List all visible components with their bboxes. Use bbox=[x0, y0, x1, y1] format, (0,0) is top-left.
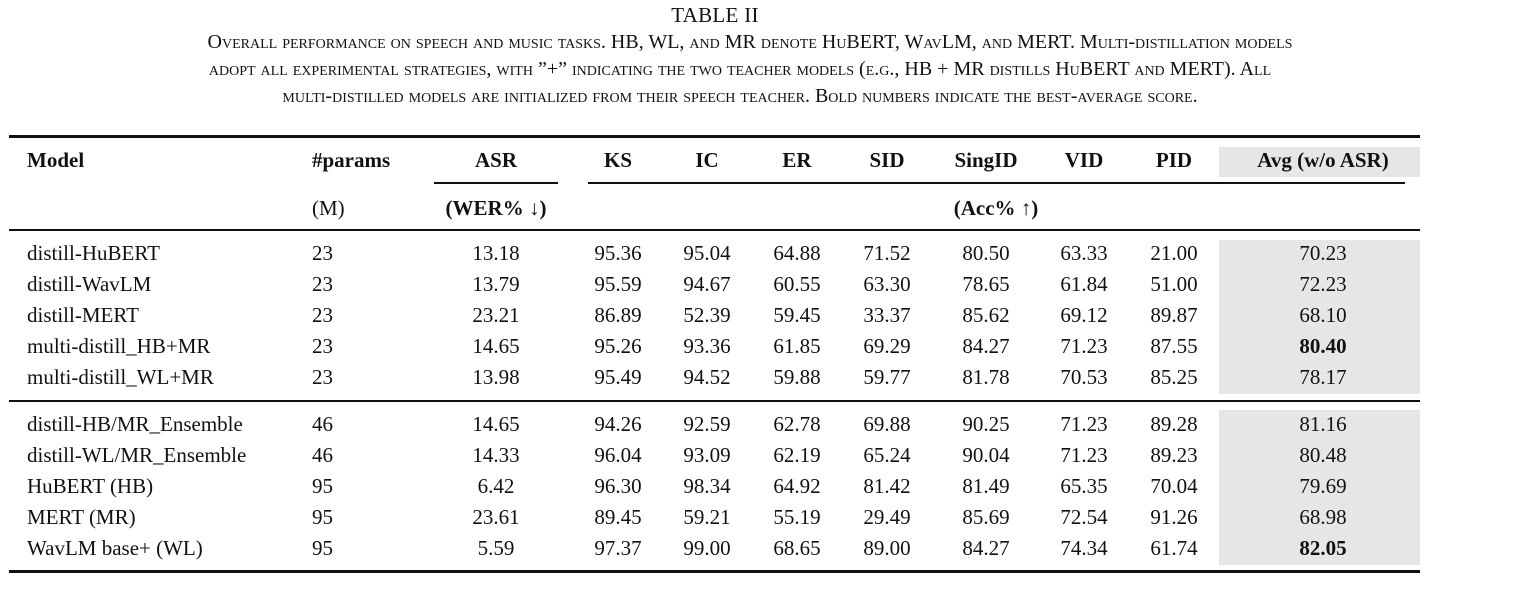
group-rule bbox=[9, 400, 1420, 402]
cell-sid: 89.00 bbox=[863, 536, 911, 560]
cell-vid: 63.33 bbox=[1060, 241, 1108, 265]
asr-subrule bbox=[434, 182, 558, 184]
cell-vid: 74.34 bbox=[1060, 536, 1108, 560]
cell-pid: 61.74 bbox=[1150, 536, 1198, 560]
cell-asr: 14.65 bbox=[472, 334, 520, 358]
cell-avg: 81.16 bbox=[1299, 412, 1347, 436]
cell-er: 64.92 bbox=[773, 474, 821, 498]
cell-pid: 89.28 bbox=[1150, 412, 1198, 436]
cell-ks: 96.30 bbox=[594, 474, 642, 498]
cell-vid: 69.12 bbox=[1060, 303, 1108, 327]
cell-sid: 71.52 bbox=[863, 241, 911, 265]
cell-avg: 68.98 bbox=[1299, 505, 1347, 529]
header-model: Model bbox=[27, 148, 85, 172]
cell-avg: 80.40 bbox=[1299, 334, 1347, 358]
cell-singid: 85.69 bbox=[962, 505, 1010, 529]
cell-params: 95 bbox=[312, 505, 333, 529]
cell-ic: 92.59 bbox=[683, 412, 731, 436]
cell-model: MERT (MR) bbox=[27, 505, 136, 529]
cell-vid: 71.23 bbox=[1060, 334, 1108, 358]
header-ic: IC bbox=[695, 148, 719, 172]
header-rule bbox=[9, 229, 1420, 231]
cell-er: 59.88 bbox=[773, 365, 821, 389]
cell-pid: 21.00 bbox=[1150, 241, 1198, 265]
cell-asr: 13.79 bbox=[472, 272, 520, 296]
cell-er: 64.88 bbox=[773, 241, 821, 265]
cell-er: 62.19 bbox=[773, 443, 821, 467]
header-params: #params bbox=[312, 148, 391, 172]
cell-ic: 94.52 bbox=[683, 365, 731, 389]
cell-ks: 97.37 bbox=[594, 536, 642, 560]
caption-line-3: multi-distilled models are initialized from their speech teacher. Bold numbers indicate the best-average score. bbox=[282, 85, 1198, 107]
cell-sid: 69.88 bbox=[863, 412, 911, 436]
cell-params: 46 bbox=[312, 412, 333, 436]
cell-asr: 14.33 bbox=[472, 443, 520, 467]
cell-singid: 80.50 bbox=[962, 241, 1010, 265]
cell-singid: 90.25 bbox=[962, 412, 1010, 436]
cell-ks: 95.49 bbox=[594, 365, 642, 389]
cell-model: distill-WL/MR_Ensemble bbox=[27, 443, 247, 467]
cell-avg: 82.05 bbox=[1299, 536, 1347, 560]
cell-singid: 78.65 bbox=[962, 272, 1010, 296]
cell-params: 23 bbox=[312, 303, 333, 327]
cell-er: 62.78 bbox=[773, 412, 821, 436]
cell-ks: 95.36 bbox=[594, 241, 642, 265]
cell-ic: 99.00 bbox=[683, 536, 731, 560]
cell-params: 23 bbox=[312, 365, 333, 389]
acc-subrule bbox=[588, 182, 1405, 184]
cell-vid: 72.54 bbox=[1060, 505, 1108, 529]
cell-pid: 87.55 bbox=[1150, 334, 1198, 358]
cell-er: 61.85 bbox=[773, 334, 821, 358]
cell-params: 23 bbox=[312, 272, 333, 296]
cell-pid: 85.25 bbox=[1150, 365, 1198, 389]
cell-asr: 23.21 bbox=[472, 303, 520, 327]
cell-sid: 81.42 bbox=[863, 474, 911, 498]
cell-avg: 72.23 bbox=[1299, 272, 1347, 296]
cell-avg: 79.69 bbox=[1299, 474, 1347, 498]
header-singid: SingID bbox=[954, 148, 1018, 172]
cell-pid: 91.26 bbox=[1150, 505, 1198, 529]
bottom-rule bbox=[9, 570, 1420, 573]
cell-avg: 80.48 bbox=[1299, 443, 1347, 467]
cell-singid: 84.27 bbox=[962, 334, 1010, 358]
cell-ks: 94.26 bbox=[594, 412, 642, 436]
cell-singid: 84.27 bbox=[962, 536, 1010, 560]
cell-er: 59.45 bbox=[773, 303, 821, 327]
header-asr: ASR bbox=[474, 148, 518, 172]
cell-sid: 69.29 bbox=[863, 334, 911, 358]
cell-pid: 70.04 bbox=[1150, 474, 1198, 498]
cell-singid: 81.49 bbox=[962, 474, 1010, 498]
cell-pid: 89.87 bbox=[1150, 303, 1198, 327]
cell-vid: 61.84 bbox=[1060, 272, 1108, 296]
cell-model: distill-HB/MR_Ensemble bbox=[27, 412, 243, 436]
cell-avg: 70.23 bbox=[1299, 241, 1347, 265]
cell-ic: 59.21 bbox=[683, 505, 731, 529]
cell-params: 95 bbox=[312, 474, 333, 498]
header-acc-unit: (Acc% ↑) bbox=[953, 196, 1039, 220]
cell-model: distill-WavLM bbox=[27, 272, 152, 296]
top-rule bbox=[9, 135, 1420, 138]
cell-params: 23 bbox=[312, 334, 333, 358]
cell-sid: 29.49 bbox=[863, 505, 911, 529]
header-er: ER bbox=[782, 148, 812, 172]
cell-ic: 98.34 bbox=[683, 474, 731, 498]
table-title: TABLE II bbox=[671, 3, 759, 27]
cell-ic: 95.04 bbox=[683, 241, 731, 265]
cell-asr: 14.65 bbox=[472, 412, 520, 436]
cell-singid: 90.04 bbox=[962, 443, 1010, 467]
cell-ks: 96.04 bbox=[594, 443, 642, 467]
cell-asr: 6.42 bbox=[477, 474, 515, 498]
cell-vid: 70.53 bbox=[1060, 365, 1108, 389]
cell-model: HuBERT (HB) bbox=[27, 474, 154, 498]
cell-model: multi-distill_HB+MR bbox=[27, 334, 211, 358]
cell-singid: 85.62 bbox=[962, 303, 1010, 327]
cell-pid: 51.00 bbox=[1150, 272, 1198, 296]
header-params-unit: (M) bbox=[312, 196, 345, 220]
cell-vid: 65.35 bbox=[1060, 474, 1108, 498]
cell-model: multi-distill_WL+MR bbox=[27, 365, 214, 389]
header-vid: VID bbox=[1064, 148, 1104, 172]
cell-params: 95 bbox=[312, 536, 333, 560]
cell-ks: 86.89 bbox=[594, 303, 642, 327]
caption-line-1: Overall performance on speech and music tasks. HB, WL, and MR denote HuBERT, WavLM, and MERT. Multi-distillation models bbox=[207, 31, 1293, 53]
cell-ic: 94.67 bbox=[683, 272, 731, 296]
header-avg: Avg (w/o ASR) bbox=[1257, 148, 1389, 172]
cell-er: 60.55 bbox=[773, 272, 821, 296]
cell-ks: 95.26 bbox=[594, 334, 642, 358]
cell-sid: 33.37 bbox=[863, 303, 911, 327]
cell-model: distill-HuBERT bbox=[27, 241, 160, 265]
cell-ks: 95.59 bbox=[594, 272, 642, 296]
cell-ic: 93.36 bbox=[683, 334, 731, 358]
cell-vid: 71.23 bbox=[1060, 412, 1108, 436]
cell-vid: 71.23 bbox=[1060, 443, 1108, 467]
cell-ks: 89.45 bbox=[594, 505, 642, 529]
header-ks: KS bbox=[603, 148, 633, 172]
cell-params: 46 bbox=[312, 443, 333, 467]
cell-singid: 81.78 bbox=[962, 365, 1010, 389]
cell-model: WavLM base+ (WL) bbox=[27, 536, 203, 560]
cell-asr: 5.59 bbox=[477, 536, 515, 560]
cell-avg: 68.10 bbox=[1299, 303, 1347, 327]
cell-asr: 23.61 bbox=[472, 505, 520, 529]
cell-er: 68.65 bbox=[773, 536, 821, 560]
cell-asr: 13.18 bbox=[472, 241, 520, 265]
cell-sid: 63.30 bbox=[863, 272, 911, 296]
cell-pid: 89.23 bbox=[1150, 443, 1198, 467]
header-sid: SID bbox=[869, 148, 905, 172]
cell-asr: 13.98 bbox=[472, 365, 520, 389]
cell-ic: 52.39 bbox=[683, 303, 731, 327]
cell-er: 55.19 bbox=[773, 505, 821, 529]
cell-avg: 78.17 bbox=[1299, 365, 1347, 389]
cell-params: 23 bbox=[312, 241, 333, 265]
cell-ic: 93.09 bbox=[683, 443, 731, 467]
cell-sid: 65.24 bbox=[863, 443, 911, 467]
cell-sid: 59.77 bbox=[863, 365, 911, 389]
header-asr-unit: (WER% ↓) bbox=[445, 196, 547, 220]
cell-model: distill-MERT bbox=[27, 303, 139, 327]
caption-line-2: adopt all experimental strategies, with ”+” indicating the two teacher models (e.g., HB + MR distills HuBERT and MERT). All bbox=[208, 58, 1272, 80]
header-pid: PID bbox=[1155, 148, 1193, 172]
